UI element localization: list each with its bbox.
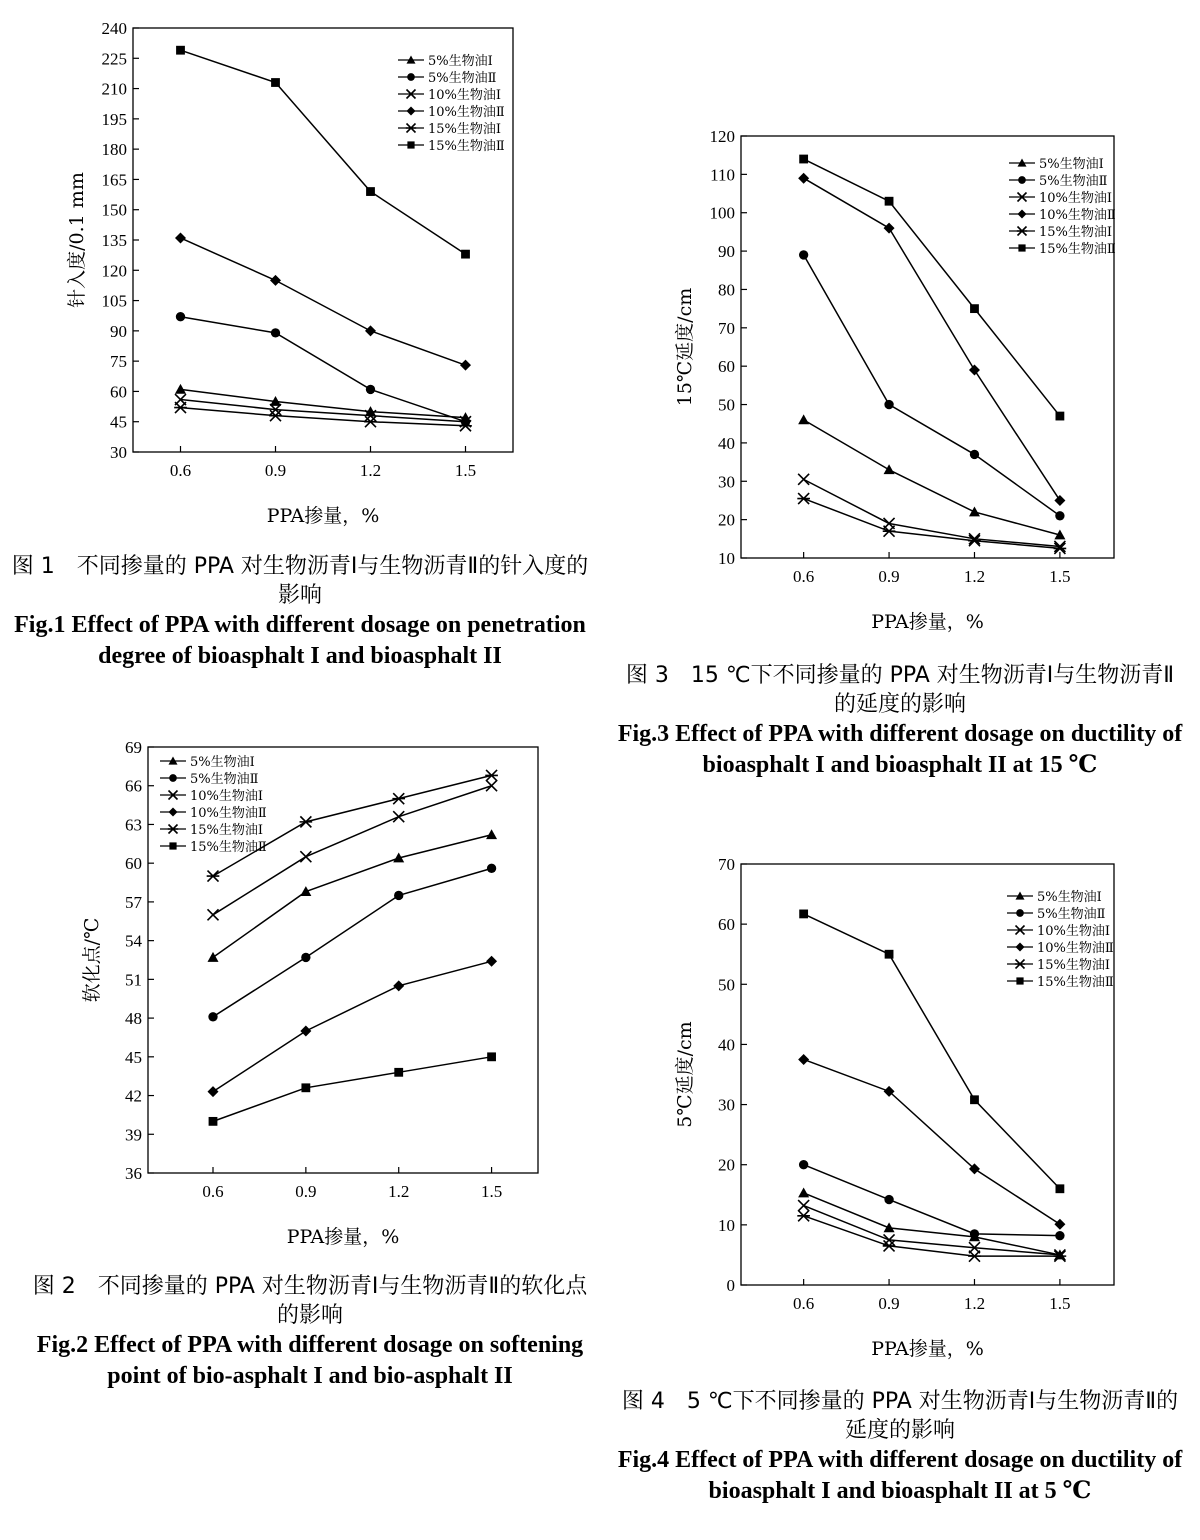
x-tick-label: 0.6 bbox=[793, 567, 815, 586]
y-tick-label: 165 bbox=[101, 170, 127, 190]
figure-2-caption-zh: 图 2 不同掺量的 PPA 对生物沥青Ⅰ与生物沥青Ⅱ的软化点的影响 bbox=[32, 1274, 588, 1328]
legend-label: 15%生物油Ⅰ bbox=[1039, 225, 1113, 240]
series-line-4 bbox=[213, 961, 492, 1091]
y-tick-label: 50 bbox=[718, 395, 735, 415]
data-point-star bbox=[797, 1210, 810, 1221]
y-tick-label: 75 bbox=[110, 352, 127, 372]
legend-label: 10%生物油Ⅰ bbox=[428, 88, 502, 103]
series-line-6 bbox=[804, 914, 1060, 1189]
x-axis-label: PPA掺量，% bbox=[286, 1226, 400, 1248]
chart-2 bbox=[81, 738, 538, 1248]
data-point-star bbox=[797, 493, 810, 504]
chart-1 bbox=[66, 19, 513, 527]
figure-3-caption bbox=[615, 662, 1185, 782]
y-tick-label: 80 bbox=[718, 280, 735, 300]
figure-3-caption-zh: 图 3 15 ℃下不同掺量的 PPA 对生物沥青Ⅰ与生物沥青Ⅱ的延度的影响 bbox=[625, 663, 1175, 717]
data-point-triangle bbox=[884, 1222, 895, 1232]
data-point-circle bbox=[394, 891, 403, 900]
legend-marker-square bbox=[407, 141, 414, 148]
data-point-circle bbox=[799, 1160, 808, 1169]
data-point-circle bbox=[884, 1195, 893, 1204]
data-point-circle bbox=[1055, 511, 1064, 520]
x-tick-label: 1.5 bbox=[480, 1182, 503, 1201]
data-point-x bbox=[798, 1200, 809, 1211]
y-tick-label: 240 bbox=[101, 19, 127, 38]
legend-label: 5%生物油Ⅱ bbox=[428, 71, 497, 86]
legend bbox=[398, 53, 505, 154]
series-line-4 bbox=[804, 1059, 1060, 1224]
y-tick-label: 0 bbox=[726, 1276, 735, 1295]
x-tick-label: 1.2 bbox=[388, 1182, 410, 1201]
y-tick-label: 120 bbox=[709, 127, 735, 146]
legend bbox=[160, 754, 267, 855]
legend-marker-diamond bbox=[1016, 943, 1025, 952]
data-point-triangle bbox=[969, 506, 980, 516]
y-tick-label: 51 bbox=[125, 970, 142, 990]
data-point-circle bbox=[884, 400, 893, 409]
data-point-triangle bbox=[486, 829, 497, 839]
series-line-5 bbox=[804, 499, 1060, 549]
y-tick-label: 60 bbox=[125, 854, 142, 874]
data-point-triangle bbox=[798, 414, 809, 424]
y-axis-label: 针入度/0.1 mm bbox=[66, 172, 88, 308]
data-point-square bbox=[176, 46, 185, 55]
series-line-5 bbox=[804, 1216, 1060, 1256]
data-point-square bbox=[885, 197, 894, 206]
data-point-square bbox=[209, 1117, 218, 1126]
x-tick-label: 0.6 bbox=[793, 1294, 815, 1313]
legend-marker-star bbox=[1017, 227, 1027, 236]
series-line-6 bbox=[213, 1057, 492, 1122]
data-point-star bbox=[300, 816, 313, 827]
legend-label: 5%生物油Ⅰ bbox=[190, 755, 255, 770]
data-point-diamond bbox=[393, 980, 404, 991]
data-point-diamond bbox=[208, 1086, 219, 1097]
data-point-circle bbox=[487, 864, 496, 873]
data-point-circle bbox=[970, 1229, 979, 1238]
y-tick-label: 69 bbox=[125, 738, 142, 757]
data-point-square bbox=[1056, 412, 1065, 421]
y-tick-label: 20 bbox=[718, 1155, 735, 1175]
data-point-circle bbox=[208, 1012, 217, 1021]
legend-label: 15%生物油Ⅱ bbox=[1039, 242, 1116, 257]
data-point-diamond bbox=[969, 365, 980, 376]
legend-label: 15%生物油Ⅱ bbox=[190, 840, 267, 855]
figure-4-caption bbox=[615, 1388, 1185, 1508]
series-line-2 bbox=[213, 868, 492, 1016]
series-line-1 bbox=[804, 1193, 1060, 1255]
y-tick-label: 110 bbox=[710, 165, 735, 185]
x-tick-label: 0.9 bbox=[878, 567, 900, 586]
y-tick-label: 40 bbox=[718, 1035, 735, 1055]
data-point-diamond bbox=[270, 275, 281, 286]
y-tick-label: 10 bbox=[718, 1215, 735, 1235]
legend bbox=[1009, 156, 1116, 257]
legend-label: 15%生物油Ⅰ bbox=[1037, 958, 1111, 973]
data-point-square bbox=[394, 1068, 403, 1077]
y-tick-label: 100 bbox=[709, 203, 735, 223]
y-tick-label: 57 bbox=[125, 892, 142, 912]
x-tick-label: 1.5 bbox=[454, 461, 477, 480]
data-point-circle bbox=[301, 953, 310, 962]
figure-4-caption-en: Fig.4 Effect of PPA with different dosage on ductility of bioasphalt I and bioasphalt II at 5 ℃ bbox=[617, 1447, 1183, 1505]
data-point-diamond bbox=[365, 325, 376, 336]
data-point-square bbox=[301, 1083, 310, 1092]
legend bbox=[1007, 889, 1114, 990]
legend-label: 10%生物油Ⅰ bbox=[190, 789, 264, 804]
legend-label: 10%生物油Ⅱ bbox=[1037, 941, 1114, 956]
data-point-square bbox=[885, 950, 894, 959]
y-tick-label: 135 bbox=[101, 231, 127, 250]
data-point-square bbox=[461, 250, 470, 259]
data-point-circle bbox=[176, 312, 185, 321]
x-tick-label: 0.6 bbox=[202, 1182, 224, 1201]
x-tick-label: 0.9 bbox=[878, 1294, 900, 1313]
data-point-triangle bbox=[884, 464, 895, 474]
y-tick-label: 48 bbox=[125, 1009, 142, 1029]
y-tick-label: 30 bbox=[718, 1095, 735, 1115]
legend-marker-star bbox=[406, 124, 416, 133]
y-tick-label: 210 bbox=[101, 79, 127, 99]
legend-marker-square bbox=[1018, 244, 1025, 251]
legend-marker-diamond bbox=[169, 808, 178, 817]
figure-2-caption-en: Fig.2 Effect of PPA with different dosage on softening point of bio-asphalt I and bio-asphalt II bbox=[36, 1332, 584, 1390]
legend-label: 5%生物油Ⅰ bbox=[1037, 890, 1102, 905]
data-point-diamond bbox=[884, 223, 895, 234]
series-line-2 bbox=[804, 255, 1060, 516]
data-point-x bbox=[208, 909, 219, 920]
data-point-x bbox=[486, 780, 497, 791]
legend-label: 5%生物油Ⅱ bbox=[1039, 174, 1108, 189]
data-point-diamond bbox=[175, 232, 186, 243]
figure-1-caption-en: Fig.1 Effect of PPA with different dosage on penetration degree of bioasphalt I and bioasphalt II bbox=[14, 612, 586, 670]
data-point-square bbox=[799, 910, 808, 919]
data-point-circle bbox=[970, 450, 979, 459]
data-point-square bbox=[1056, 1184, 1065, 1193]
y-tick-label: 60 bbox=[718, 357, 735, 377]
data-point-circle bbox=[1055, 1231, 1064, 1240]
chart-3 bbox=[674, 127, 1116, 633]
y-tick-label: 90 bbox=[718, 242, 735, 262]
figure-2-caption bbox=[30, 1273, 590, 1393]
y-tick-label: 150 bbox=[101, 200, 127, 220]
y-tick-label: 225 bbox=[101, 49, 127, 69]
data-point-star bbox=[883, 1240, 896, 1251]
series-line-4 bbox=[181, 238, 466, 365]
legend-marker-circle bbox=[407, 73, 415, 81]
data-point-square bbox=[487, 1052, 496, 1061]
legend-marker-star bbox=[168, 825, 178, 834]
x-tick-label: 1.2 bbox=[359, 461, 382, 480]
y-axis-label: 15℃延度/cm bbox=[674, 287, 696, 407]
y-tick-label: 180 bbox=[101, 140, 127, 160]
data-point-square bbox=[970, 304, 979, 313]
y-tick-label: 63 bbox=[125, 815, 142, 835]
legend-marker-circle bbox=[1016, 909, 1024, 917]
y-tick-label: 105 bbox=[101, 291, 127, 311]
data-point-circle bbox=[799, 250, 808, 259]
data-point-diamond bbox=[486, 956, 497, 967]
data-point-diamond bbox=[1054, 1219, 1065, 1230]
series-line-1 bbox=[804, 420, 1060, 535]
data-point-triangle bbox=[175, 384, 186, 394]
legend-label: 5%生物油Ⅱ bbox=[190, 772, 259, 787]
data-point-triangle bbox=[300, 886, 311, 896]
y-tick-label: 54 bbox=[125, 931, 142, 951]
y-tick-label: 45 bbox=[110, 412, 127, 432]
data-point-star bbox=[364, 416, 377, 427]
data-point-square bbox=[366, 187, 375, 196]
x-tick-label: 0.6 bbox=[169, 461, 192, 480]
y-tick-label: 42 bbox=[125, 1086, 142, 1106]
y-axis-label: 软化点/℃ bbox=[81, 917, 103, 1003]
y-tick-label: 120 bbox=[101, 261, 127, 281]
legend-marker-circle bbox=[169, 774, 177, 782]
y-tick-label: 20 bbox=[718, 510, 735, 530]
figure-3-caption-en: Fig.3 Effect of PPA with different dosage on ductility of bioasphalt I and bioasphalt II at 15 ℃ bbox=[617, 721, 1183, 779]
series-line-6 bbox=[181, 50, 466, 254]
figure-1-caption-zh: 图 1 不同掺量的 PPA 对生物沥青Ⅰ与生物沥青Ⅱ的针入度的影响 bbox=[11, 554, 589, 608]
x-axis-label: PPA掺量，% bbox=[266, 505, 380, 527]
data-point-circle bbox=[366, 385, 375, 394]
data-point-diamond bbox=[1054, 495, 1065, 506]
legend-label: 5%生物油Ⅱ bbox=[1037, 907, 1106, 922]
data-point-star bbox=[392, 793, 405, 804]
data-point-star bbox=[207, 871, 220, 882]
legend-marker-diamond bbox=[1018, 210, 1027, 219]
y-tick-label: 70 bbox=[718, 318, 735, 338]
data-point-star bbox=[174, 402, 187, 413]
legend-label: 15%生物油Ⅱ bbox=[428, 139, 505, 154]
x-tick-label: 1.5 bbox=[1049, 567, 1071, 586]
data-point-diamond bbox=[798, 1054, 809, 1065]
legend-label: 10%生物油Ⅱ bbox=[428, 105, 505, 120]
legend-label: 15%生物油Ⅱ bbox=[1037, 975, 1114, 990]
legend-marker-square bbox=[1016, 977, 1023, 984]
x-axis-label: PPA掺量，% bbox=[871, 611, 984, 633]
y-tick-label: 60 bbox=[718, 915, 735, 935]
legend-label: 15%生物油Ⅰ bbox=[428, 122, 502, 137]
data-point-x bbox=[798, 474, 809, 485]
y-tick-label: 195 bbox=[101, 109, 127, 129]
data-point-star bbox=[269, 410, 282, 421]
data-point-x bbox=[300, 851, 311, 862]
legend-label: 10%生物油Ⅰ bbox=[1037, 924, 1111, 939]
y-axis-label: 5℃延度/cm bbox=[674, 1021, 696, 1128]
y-tick-label: 30 bbox=[718, 472, 735, 492]
data-point-triangle bbox=[798, 1187, 809, 1197]
y-tick-label: 50 bbox=[718, 975, 735, 995]
figure-4-caption-zh: 图 4 5 ℃下不同掺量的 PPA 对生物沥青Ⅰ与生物沥青Ⅱ的延度的影响 bbox=[621, 1389, 1179, 1443]
y-tick-label: 90 bbox=[110, 321, 127, 341]
data-point-diamond bbox=[460, 360, 471, 371]
y-tick-label: 45 bbox=[125, 1047, 142, 1067]
data-point-star bbox=[968, 1251, 981, 1262]
y-tick-label: 66 bbox=[125, 776, 142, 796]
data-point-square bbox=[970, 1095, 979, 1104]
legend-marker-circle bbox=[1018, 176, 1026, 184]
legend-marker-square bbox=[169, 842, 176, 849]
legend-label: 10%生物油Ⅱ bbox=[190, 806, 267, 821]
x-tick-label: 0.9 bbox=[295, 1182, 317, 1201]
y-tick-label: 10 bbox=[718, 549, 735, 568]
legend-label: 10%生物油Ⅱ bbox=[1039, 208, 1116, 223]
x-tick-label: 1.2 bbox=[963, 567, 986, 586]
legend-label: 5%生物油Ⅰ bbox=[1039, 157, 1104, 172]
legend-label: 10%生物油Ⅰ bbox=[1039, 191, 1113, 206]
data-point-star bbox=[968, 535, 981, 546]
data-point-circle bbox=[271, 328, 280, 337]
data-point-x bbox=[393, 811, 404, 822]
series-line-5 bbox=[181, 408, 466, 426]
x-tick-label: 0.9 bbox=[264, 461, 287, 480]
y-tick-label: 40 bbox=[718, 433, 735, 453]
y-tick-label: 36 bbox=[125, 1164, 142, 1183]
data-point-square bbox=[799, 155, 808, 164]
series-line-4 bbox=[804, 178, 1060, 500]
data-point-square bbox=[271, 78, 280, 87]
y-tick-label: 30 bbox=[110, 443, 127, 462]
figure-1-caption bbox=[10, 553, 590, 673]
y-tick-label: 70 bbox=[718, 855, 735, 874]
legend-marker-diamond bbox=[407, 107, 416, 116]
y-tick-label: 60 bbox=[110, 382, 127, 402]
y-tick-label: 39 bbox=[125, 1125, 142, 1145]
data-point-diamond bbox=[300, 1026, 311, 1037]
data-point-triangle bbox=[208, 952, 219, 962]
x-axis-label: PPA掺量，% bbox=[871, 1338, 984, 1360]
data-point-star bbox=[485, 770, 498, 781]
x-tick-label: 1.2 bbox=[963, 1294, 986, 1313]
legend-label: 5%生物油Ⅰ bbox=[428, 54, 493, 69]
legend-label: 15%生物油Ⅰ bbox=[190, 823, 264, 838]
data-point-star bbox=[883, 526, 896, 537]
data-point-diamond bbox=[798, 173, 809, 184]
legend-marker-star bbox=[1015, 960, 1025, 969]
x-tick-label: 1.5 bbox=[1049, 1294, 1071, 1313]
chart-4 bbox=[674, 855, 1114, 1360]
